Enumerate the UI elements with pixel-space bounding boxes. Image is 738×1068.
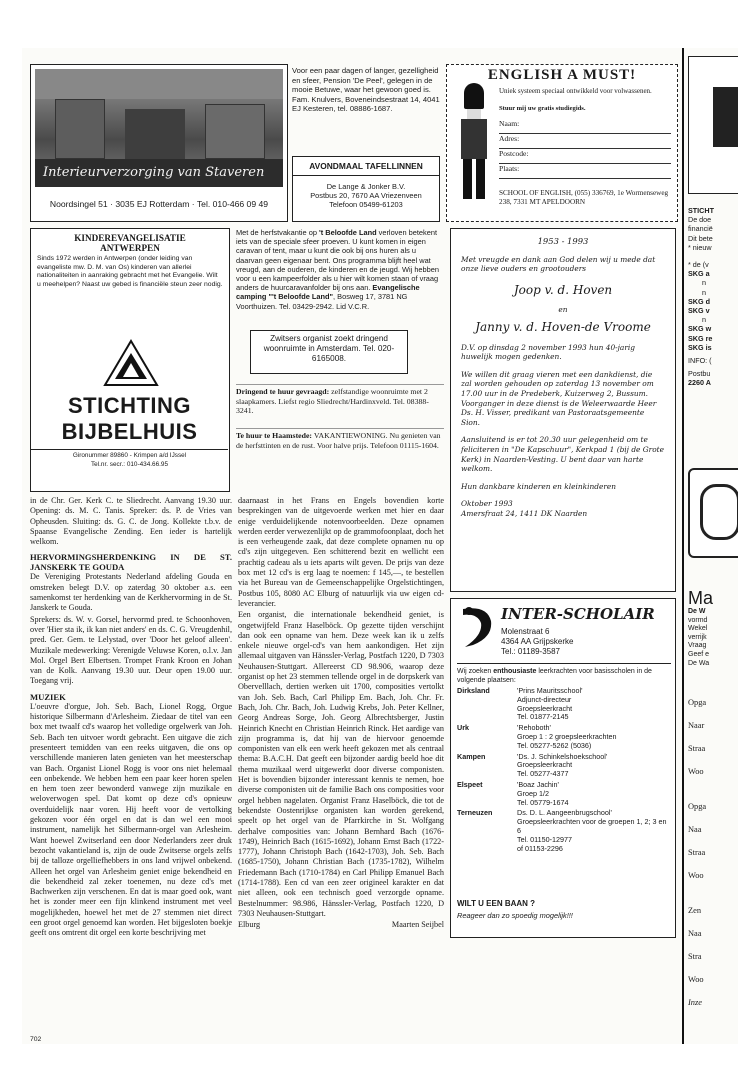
strip-line: vormd (688, 616, 708, 624)
form-field-plaats[interactable] (499, 164, 671, 179)
kinder-title1: KINDEREVANGELISATIE (74, 233, 186, 243)
avondmaal-line2: Postbus 20, 7670 AA Vriezenveen (310, 191, 422, 200)
ad-haamstede (236, 428, 444, 450)
vacancy-kampen (457, 753, 671, 779)
english-form (499, 119, 671, 179)
vacancy-line: 'Ds. J. Schinkelshoekschool' (517, 751, 608, 761)
strip-line: Naa (688, 929, 702, 938)
form-label-naam: Naam: (499, 119, 520, 128)
vacancy-line: Tel. 01877-2145 (517, 712, 569, 722)
article-paragraph: Een organist, die internationale bekendheid geniet, is ongetwijfeld Franz Haselböck. Op gezette tijden verschijnt dan ook een opname van hem. Deze week kan ik u zelfs enkele nieuwe orgel-cd's van hem aankondigen. Het zijn allemaal uitgaven van Hänssler-Verlag, Postfach 1220, D 7303 Neuhausen-Stuttgart. Allereerst CD 98.906, waarop deze organist op het 23 stemmen tellende orgel in de dorpskerk van Obervelllach, dertien werken uit 1700, composities vertolkt van Joh. Seb. Bach, Carl Philipp Em. Bach, Joh. Chr. Fr. Bach, Joh. Chr. Bach, Joh. Ludwig Krebs, Joh. Peter Kellner, Georg Andreas Sorge, Joh. Georg Albrechtsberger, Justin Heinrich Knecht en Christian Heinrich Rinck. Het aardige van zijn programma is, dat hij van de hiervoor genoemde componisten van elk een werk heeft gekozen met als centraal thema: B.A.C.H. Dat geeft een bijzonder aardig beeld hoe dit thema muzikaal werd uitgewerkt door diverse componisten. Het is bovendien bijzonder interessant kennis te nemen, hoe diverse componisten uit de familie Bach ons composities voor orgel hebben nagelaten. Organist Franz Haselböck, die tot de bekendste Oostenrijkse organisten kan worden gerekend, speelt op het orgel van de Pfarrkirche in St. Wolfgang derhalve composities van: Johann Bernhard Bach (1676-1749), Heinrich Bach (1615-1692), Johann Ernst Bach (1722-1777), Johann Christoph Bach (1642-1703), Joh. Seb. Bach (1685-1750), Johann Christian Bach (1735-1782), Wilhelm Friedemann Bach (1710-1784) en Carl Philipp Emanuel Bach (1714-1788). Een cd van een zeer origineel karakter en dat niet alleen, ook een technisch goed verzorgde opname. Bestelnummer: 98.986, Hänssler-Verlag, Postfach 1220, D 7303 Neuhausen-Stuttgart. (238, 610, 444, 918)
strip-line: n (702, 287, 706, 297)
jubileum-date: Oktober 1993 (461, 499, 513, 509)
strip-line: Opga (688, 698, 707, 707)
strip-line: Naa (688, 825, 702, 834)
vacancy-line: Groepsleerkrachten voor de groepen 1, 2; 3 en 6 (517, 817, 667, 835)
beloofde-text-c: verloven betekent iets van de speciale sfeer proeven. U kunt komen in eigen caravan of tent, maar u kunt die ook bij ons huren als u daarvan geen eigenaar bent. Ons programma blijft heel wat vreugd, aan de ouderen, de kinderen en de jeugd. Wij hebben voor u een kampeerfolder als u hier wilt komen staan of vraag anders de huurcaravanfolder bij ons aan. (236, 228, 439, 293)
strip-line: De Wa (688, 659, 710, 667)
bijbelhuis-logo-text1: STICHTING (67, 393, 192, 418)
strip-magazine (688, 588, 738, 668)
beloofde-text-a: Met de herfstvakantie op (236, 228, 319, 237)
vacancy-place: Urk (457, 723, 469, 733)
strip-line: Naar (688, 721, 705, 730)
strip-line: Woo (688, 871, 704, 880)
ad-inter-scholair (450, 598, 676, 938)
strip-line: Postbu (688, 369, 711, 379)
ad-kinderevangelisatie (30, 228, 230, 492)
strip-line: Woo (688, 975, 704, 984)
strip-line: Stra (688, 952, 702, 961)
vacancy-dirksland (457, 687, 671, 722)
beloofde-text-b: 't Beloofde Land (319, 228, 377, 237)
ad-zwitsers-organist: Zwitsers organist zoekt dringend woonruimte in Amsterdam. Tel. 020-6165008. (250, 330, 408, 374)
vacancy-line: Groepsleerkracht (517, 760, 573, 770)
article-paragraph: L'oeuvre d'orgue, Joh. Seb. Bach, Lionel Rogg, Orgue historique Silbermann d'Arlesheim. Ziedaar de titel van een box met twaalf cd's waarop het volledige orgelwerk van Joh. Seb. Bach ten uitvoer wordt gebracht. Een uitgave die zich presenteert temidden van een reeks uitgaven, die ons op verschillende manieren laten genieten van het meesterschap van Bach. Organist Lionel Rogg is voor ons niet helemaal een onbekende. We hebben hem een paar keer horen spelen en hem toen zeer bewonderd vanwege zijn muzikale en weloverwogen spel. Dat komt op deze cd's opnieuw overduidelijk naar voren. Hij heeft voor de vertolking gekozen voor één orgel en dat is dan wel een mooi instrument, namelijk het Silbermann-orgel van Arlesheim. Want hoewel Zwitserland een door Nederlanders zeer druk bezocht vakantieland is, zijn de oude Zwitserse orgels zelfs bij de talloze orgelliefhebbers in ons land vrijwel onbekend. Alleen het orgel van Arlesheim geniet enige bekendheid en die bekendheid zal zeker toenemen, nu deze cd's met Bachwerken zijn verschenen. En dat is maar goed ook, want het is zonder meer een fijn klinkend instrument met veel mogelijkheden, hoewel het met de 27 stemmen niet direct een groot orgel genoemd kan worden. Het bijgesloten boekje geeft ons omtrent dit orgel een korte beschrijving met (30, 701, 232, 938)
vacancy-line: Tel. 05779-1674 (517, 797, 569, 807)
ad-pension-de-peel: Voor een paar dagen of langer, gezelligheid en sfeer, Pension 'De Peel', gelegen in de mooie Betuwe, waar het gewoon goed is. Fam. Knulvers, Boveneindsestraat 14, 4041 EJ Kesteren, tel. 08886-1687. (292, 66, 440, 114)
strip-line: SKG w (688, 324, 712, 334)
form-field-naam[interactable] (499, 119, 671, 134)
jubileum-and: en (558, 305, 568, 315)
form-label-adres: Adres: (499, 134, 520, 143)
vacancy-elspeet (457, 781, 671, 807)
form-field-postcode[interactable] (499, 149, 671, 164)
intro-c: leerkrachten voor basisscholen in de volgende plaatsen: (457, 668, 652, 684)
strip-line: 2260 A (688, 378, 711, 388)
strip-line: Inze (688, 998, 702, 1007)
strip-line: Wekel (688, 625, 708, 633)
jubileum-line4: Hun dankbare kinderen en kleinkinderen (461, 481, 617, 491)
jubileum-name1: Joop v. d. Hoven (513, 282, 613, 297)
strip-line: * de (v (688, 260, 709, 270)
avondmaal-line1: De Lange & Jonker B.V. (326, 182, 406, 191)
strip-line: n (702, 278, 706, 288)
jubileum-address: Amersfraat 24, 1411 DK Naarden (461, 508, 588, 518)
beloofde-text-e: , Bosweg 17, 3781 NG Voorthuizen. Tel. 03429-2942. Lid V.C.R. (236, 292, 408, 311)
ad-interieurverzorging (30, 64, 288, 222)
strip-stichting (688, 206, 738, 388)
ad-avondmaal-tafellinnen (292, 156, 440, 222)
haamstede-bold: Te huur te Haamstede: (236, 431, 313, 440)
inter-scholair-tel: Tel.: 01189-3587 (501, 647, 561, 656)
vacancy-list (457, 687, 671, 855)
jubileum-line2: We willen dit graag vieren met een dankdienst, die zal worden gehouden op zaterdag 13 november om 17.00 uur in de Predeberk, Kuizerweg 2, Bussum. Voorganger in deze dienst is de Weleerwaarde Heer Ds. H. Visser, predikant van Pastoraatsgemeente Sion. (461, 369, 657, 427)
beloofde-text-d: Evangelische camping "'t Beloofde Land" (236, 283, 420, 302)
article-column-left (30, 496, 232, 1030)
strip-line: Vraag (688, 642, 707, 650)
intro-b: enthousiaste (493, 668, 537, 675)
strip-form (688, 698, 738, 1007)
kinder-text: Sinds 1972 werden in Antwerpen (onder leiding van evangeliste mw. D. M. van Os) kinderen van allerlei nationaliteiten in aanraking gebracht met het Evangelie. Wilt u meehelpen? Naast uw gebed is financiële steun zeer nodig. (37, 255, 223, 288)
english-sub1: Uniek systeem speciaal ontwikkeld voor volwassenen. (499, 87, 652, 95)
dringend-bold: Dringend te huur gevraagd: (236, 387, 330, 396)
vacancy-line: Ds. D. L. Aangeenbrugschool' (517, 808, 612, 818)
strip-line: verrijk (688, 633, 707, 641)
bijbelhuis-giro: Gironummer 89860 - Krimpen a/d IJssel (31, 449, 228, 459)
inter-scholair-intro (457, 663, 671, 685)
inter-scholair-footer2: Reageer dan zo spoedig mogelijk!!! (457, 911, 573, 920)
newspaper-page (22, 48, 682, 1044)
haamstede-text: VAKANTIEWONING. Nu genieten van de herfsttinten en de rust. Voor halve prijs. Telefoon 01115-1604. (236, 431, 441, 450)
article-heading-muziek: MUZIEK (30, 691, 66, 702)
article-paragraph: in de Chr. Ger. Kerk C. te Sliedrecht. Aanvang 19.30 uur. Opening: ds. M. C. Tanis. Spreker: ds. P. de Vries van Opheusden. Sluiting: ds. G. C. de Jong. Kollekte t.b.v. de Spaanse Evangelische Zending. Een ieder is hartelijk welkom. (30, 496, 232, 547)
inter-scholair-footer1: WILT U EEN BAAN ? (457, 899, 536, 908)
signature-name: Maarten Seijbel (391, 920, 444, 930)
jubileum-name2: Janny v. d. Hoven-de Vroome (475, 319, 651, 334)
shop-name: Interieurverzorging van Staveren (43, 165, 265, 180)
article-paragraph: daarnaast in het Frans en Engels bovendien korte besprekingen van de uitgevoerde werken met hier en daar enige verduidelijkende notenvoorbeelden. Deze opnamen werden eerder verwezenlijkt op de grammofoonplaat, doch het is een verheugende zaak, dat deze complete opnamen nu op cd's zijn uitgegeven. Een schitterend bezit en wellicht een prachtig cadeau als u iets aparts wilt geven. De prijs van deze box met 12 cd's is erg laag te noemen: f 145,—, te bestellen via het Bureau van de Gemeenschappelijke Orgelstichtingen, Postbus 105, 8080 AC Elburg of natuurlijk via uw eigen cd-leverancier. (238, 496, 444, 608)
avondmaal-title: AVONDMAAL TAFELLINNEN (293, 161, 439, 176)
adjacent-page-strip (682, 48, 738, 1044)
shop-address: Noordsingel 51 · 3035 EJ Rotterdam · Tel. 010-466 09 49 (49, 199, 269, 209)
strip-line: * nieuw (688, 242, 712, 252)
vacancy-urk (457, 724, 671, 750)
article-paragraph: De Vereniging Protestants Nederland afdeling Gouda en omstreken belegt D.V. op zaterdag 30 oktober a.s. een samenkomst ter herdenking van de Kerkhervorming in de St. Janskerk te Gouda. (30, 572, 232, 613)
page-number: 702 (30, 1036, 42, 1043)
strip-line: SKG re (688, 333, 713, 343)
intro-a: Wij zoeken (457, 668, 494, 675)
avondmaal-line3: Telefoon 05499-61203 (329, 200, 403, 209)
strip-line: Zen (688, 906, 702, 915)
guardsman-illustration (455, 83, 493, 203)
ad-english-a-must (446, 64, 678, 222)
strip-line: De W (688, 608, 706, 615)
english-title: ENGLISH A MUST! (487, 67, 637, 83)
jubileum-line1: D.V. op dinsdag 2 november 1993 hun 40-jarig huwelijk mogen gedenken. (461, 342, 635, 362)
inter-scholair-logo-icon (457, 605, 497, 649)
signature-place: Elburg (238, 920, 261, 930)
strip-line: Ma (688, 588, 714, 608)
vacancy-place: Dirksland (457, 686, 490, 695)
strip-line: SKG d (688, 296, 710, 306)
article-signature (238, 920, 444, 930)
inter-scholair-street: Molenstraat 6 (501, 627, 550, 636)
bijbelhuis-tel: Tel.nr. secr.: 010-434.66.95 (90, 461, 169, 468)
vacancy-line: Groep 1 : 2 groepsleerkrachten (517, 731, 617, 741)
vacancy-line: 'Rehoboth' (517, 723, 551, 733)
strip-line: financië (688, 224, 713, 234)
inter-scholair-title: INTER-SCHOLAIR (501, 605, 655, 623)
form-field-adres[interactable] (499, 134, 671, 149)
english-footer: SCHOOL OF ENGLISH, (055) 336769, 1e Wormenseweg 238, 7331 MT APELDOORN (499, 189, 669, 206)
ad-jubileum-van-den-hoven (450, 228, 676, 592)
bijbelhuis-logo-icon (103, 339, 159, 387)
vacancy-place: Terneuzen (457, 808, 493, 818)
vacancy-line: Tel. 01150-12977 (517, 834, 573, 844)
kinder-title2: ANTWERPEN (100, 243, 160, 253)
strip-line: Straa (688, 848, 706, 857)
strip-line: STICHT (688, 206, 714, 215)
strip-line: Opga (688, 802, 707, 811)
jubileum-years: 1953 - 1993 (537, 236, 589, 246)
vacancy-place: Elspeet (457, 779, 483, 789)
strip-line: Dit bete (688, 233, 713, 243)
vacancy-line: Groepsleerkracht (517, 703, 573, 713)
strip-line: De doe (688, 215, 712, 225)
ad-beloofde-land (236, 228, 444, 311)
article-column-middle (238, 496, 444, 1032)
inter-scholair-city: 4364 AA Grijpskerke (501, 637, 574, 646)
vacancy-line: Tel. 05277-5262 (5036) (517, 740, 592, 750)
strip-line: Geef e (688, 650, 710, 658)
dringend-text: zelfstandige woonruimte met 2 slaapkamers. Liefst regio Sliedrecht/Hardinxveld. Tel. 08388-3241. (236, 387, 429, 416)
jubileum-line3: Aansluitend is er tot 20.30 uur gelegenheid om te feliciteren in "De Kapschuur", Kerkpad 1 (bij de Grote Kerk) in Naarden-Vesting. U bent daar van harte welkom. (461, 435, 665, 474)
article-heading-hervorming: HERVORMINGSHERDENKING IN DE ST. JANSKERK TE GOUDA (30, 552, 232, 573)
vacancy-line: Tel. 05277-4377 (517, 769, 569, 779)
shopfront-photo (35, 69, 283, 187)
strip-line: SKG is (688, 342, 712, 352)
vacancy-place: Kampen (457, 751, 486, 761)
vacancy-line: 'Boaz Jachin' (517, 779, 559, 789)
jubileum-intro: Met vreugde en dank aan God delen wij u mede dat onze lieve ouders en grootouders (461, 254, 656, 274)
strip-line: Straa (688, 744, 706, 753)
strip-line: n (702, 315, 706, 325)
form-label-postcode: Postcode: (499, 149, 529, 158)
strip-line: SKG v (688, 306, 710, 316)
vacancy-line: 'Prins Mauritsschool' (517, 686, 583, 695)
vacancy-terneuzen (457, 809, 671, 853)
english-sub2: Stuur mij uw gratis studiegids. (499, 105, 586, 112)
vacancy-line: Groep 1/2 (517, 788, 549, 798)
vacancy-line: Adjunct-directeur (517, 694, 572, 704)
strip-line: SKG a (688, 269, 710, 279)
ad-dringend-te-huur (236, 384, 444, 416)
vacancy-line: of 01153-2296 (517, 843, 563, 853)
article-paragraph: Sprekers: ds. W. v. Gorsel, hervormd pred. te Schoonhoven, over 'Hier sta ik, ik kan niet anders' en ds. C. G. Vreugdenhil, pred. Ger. Gem. te Lelystad, over 'Door het geloof alleen'. Muzikale medewerking: Verenigde Veluwse Koren, o.l.v. Jan Mol. Orgel Bert Elbertsen. Trompet Frank Kroon en Johan van de Kolk. Aanvang 19.30 uur. Deur open 19.00 uur. Toegang vrij. (30, 614, 232, 686)
strip-line: INFO: ( (688, 356, 712, 366)
strip-line: Woo (688, 767, 704, 776)
form-label-plaats: Plaats: (499, 164, 520, 173)
bijbelhuis-logo-text2: BIJBELHUIS (61, 419, 198, 444)
